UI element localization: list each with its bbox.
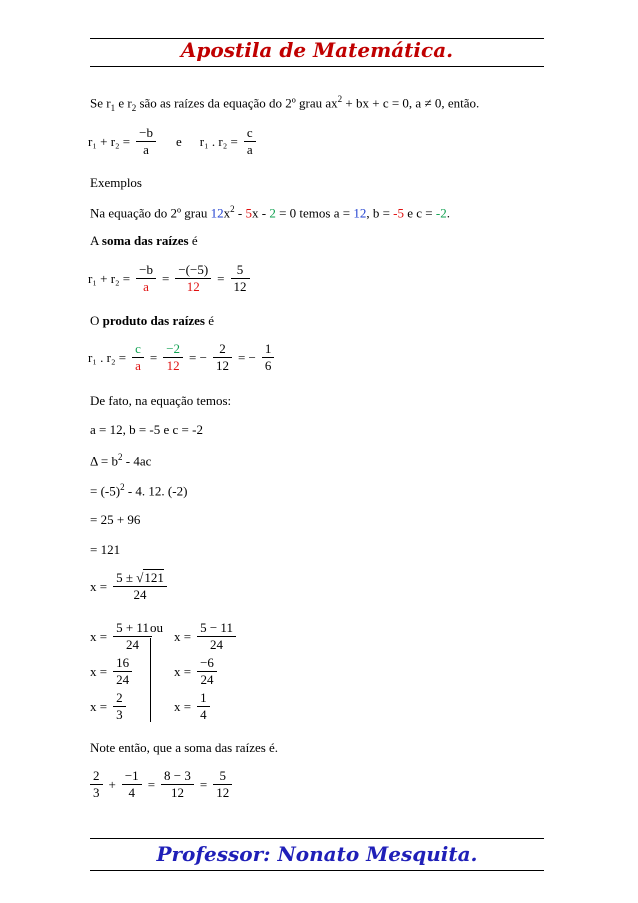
product-formula-lhs: r₁ . r₂ = <box>199 133 238 149</box>
root-2-result: x = $\frac{1}{4}$ <box>174 690 212 723</box>
roots-divider <box>150 638 151 722</box>
conclusion-text: Note então, que a soma das raízes é. <box>90 740 279 755</box>
vieta-formulas <box>88 125 258 158</box>
root-1-step-1: x = $\frac{5 + 11}{24}$ <box>90 620 154 653</box>
intro-text-tail: + bx + c = 0, a ≠ 0, então. <box>342 95 480 111</box>
root-1-result: x = $\frac{2}{3}$ <box>90 690 128 723</box>
intro-text: Se r <box>90 95 111 111</box>
sum-computation: r₁ + r₂ = $\frac{-b}{a}$ = $\frac{-(-5)}{12}$ = $\frac{5}{12}$ <box>88 262 252 295</box>
header-rule-bottom <box>90 66 544 67</box>
page-title: Apostila de Matemática. <box>180 38 454 62</box>
product-fraction-4: $\frac{1}{6}$ <box>262 341 275 374</box>
delta-formula: $\Delta = b^2 - 4ac$ <box>90 452 152 469</box>
sum-fraction-3: $\frac{5}{12}$ <box>231 262 250 295</box>
sum-fraction-1: $\frac{-b}{a}$ <box>136 262 156 295</box>
delta-sum: = 25 + 96 <box>90 512 141 527</box>
product-computation: r₁ . r₂ = $\frac{c}{a}$ = $\frac{-2}{12}$ = − $\frac{2}{12}$ = − $\frac{1}{6}$ <box>88 341 276 374</box>
footer-rule-top <box>90 838 544 839</box>
root-2-step-1: x = $\frac{5 - 11}{24}$ <box>174 620 238 653</box>
conjunction: e <box>175 133 182 149</box>
verification-intro: De fato, na equação temos: <box>90 393 232 408</box>
sum-fraction-2: $\frac{-(-5)}{12}$ <box>175 262 211 295</box>
intro-sentence: Se $r_1$ e $r_2$ são as raízes da equação do 2º grau $ax^2$ + bx + c = 0, a ≠ 0, então. <box>90 94 480 113</box>
intro-text-rest: são as raízes da equação do 2º grau ax <box>136 95 338 111</box>
product-fraction-2: $\frac{-2}{12}$ <box>163 341 183 374</box>
bhaskara-fraction: $\frac{5 \pm √121}{24}$ <box>113 570 167 603</box>
sum-formula-lhs: r₁ + r₂ = <box>88 133 131 149</box>
or-label: ou <box>150 620 163 635</box>
examples-heading: Exemplos <box>90 175 142 190</box>
sum-formula-fraction: $\frac{-b}{a}$ <box>136 125 156 158</box>
bhaskara-formula: x = $\frac{5 \pm √121}{24}$ <box>90 570 169 603</box>
footer-rule-bottom <box>90 870 544 871</box>
delta-substitution: = $(-5)^2 - 4$. 12. (-2) <box>90 482 188 499</box>
example-sentence: Na equação do 2º grau $12x^2 - 5x - 2 = 0$ temos a = 12, b = -5 e c = -2. <box>90 204 450 221</box>
coefficients-line: a = 12, b = -5 e c = -2 <box>90 422 203 437</box>
conclusion-computation: $\frac{2}{3}$ + $\frac{-1}{4}$ = $\frac{8 - 3}{12}$ = $\frac{5}{12}$ <box>88 768 234 801</box>
product-heading: O produto das raízes é <box>90 313 214 328</box>
product-formula-fraction: $\frac{c}{a}$ <box>244 125 256 158</box>
product-fraction-3: $\frac{2}{12}$ <box>213 341 232 374</box>
sum-heading: A soma das raízes é <box>90 233 198 248</box>
footer-author: Professor: Nonato Mesquita. <box>156 842 478 866</box>
product-fraction-1: $\frac{c}{a}$ <box>132 341 144 374</box>
intro-text-mid: e r <box>115 95 132 111</box>
root-2-step-2: x = $\frac{-6}{24}$ <box>174 655 219 688</box>
delta-result: = 121 <box>90 542 121 557</box>
root-1-step-2: x = $\frac{16}{24}$ <box>90 655 134 688</box>
